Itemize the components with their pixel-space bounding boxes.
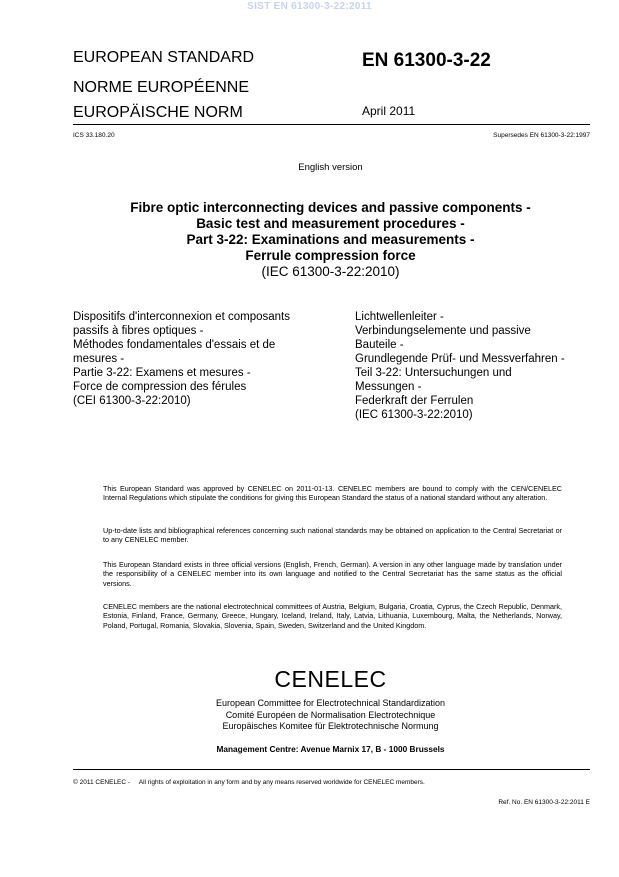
ics-code: ICS 33.180.20 xyxy=(73,132,115,139)
german-title xyxy=(355,310,565,422)
footer-rule xyxy=(73,769,590,770)
publication-date: April 2011 xyxy=(362,104,416,118)
french-title-line: (CEI 61300-3-22:2010) xyxy=(73,395,191,407)
french-title-line: Méthodes fondamentales d'essais et de xyxy=(73,339,276,351)
supersedes: Supersedes EN 61300-3-22:1997 xyxy=(493,132,590,139)
french-title-line: Partie 3-22: Examens et mesures - xyxy=(73,367,251,379)
french-title-line: Force de compression des férules xyxy=(73,381,247,393)
german-title-line: Bauteile - xyxy=(355,339,404,351)
cenelec-logo-text: CENELEC xyxy=(274,666,387,692)
approval-paragraph: This European Standard was approved by CENELEC on 2011-01-13. CENELEC members are bound to comply with the CEN/CENELEC Internal Regulations which stipulate the conditions for giving this European Standard the status of a national standard without any alteration. xyxy=(103,484,562,503)
french-title-line: Dispositifs d'interconnexion et composants xyxy=(73,311,290,323)
watermark: SIST EN 61300-3-22:2011 xyxy=(247,1,372,12)
references-paragraph: Up-to-date lists and bibliographical references concerning such national standards may be obtained on application to the Central Secretariat or to any CENELEC member. xyxy=(103,526,562,545)
german-title-line: Verbindungselemente und passive xyxy=(355,325,531,337)
committee-name-de: Europäisches Komitee für Elektrotechnische Normung xyxy=(222,721,439,731)
committee-name-en: European Committee for Electrotechnical Standardization xyxy=(215,698,446,708)
title-line-5: (IEC 61300-3-22:2010) xyxy=(261,264,400,279)
standard-type-en: EUROPEAN STANDARD xyxy=(73,49,255,66)
french-title-line: mesures - xyxy=(73,353,125,365)
title-line-4: Ferrule compression force xyxy=(245,248,416,263)
management-centre: Management Centre: Avenue Marnix 17, B - 1000 Brussels xyxy=(216,744,445,754)
language-version: English version xyxy=(298,162,363,173)
german-title-line: Teil 3-22: Untersuchungen und xyxy=(355,367,512,379)
french-title xyxy=(73,310,290,408)
versions-paragraph: This European Standard exists in three official versions (English, French, German). A version in any other language made by translation under the responsibility of a CENELEC member into its own language and notified to the Central Secretariat has the same status as the official versions. xyxy=(103,560,562,588)
german-title-line: Grundlegende Prüf- und Messverfahren - xyxy=(355,353,565,365)
standard-type-fr: NORME EUROPÉENNE xyxy=(73,79,250,96)
members-paragraph: CENELEC members are the national electrotechnical committees of Austria, Belgium, Bulgaria, Croatia, Cyprus, the Czech Republic, Denmark, Estonia, Finland, France, Germany, Greece, Hungary, Iceland, Ireland, Italy, Latvia, Lithuania, Luxembourg, Malta, the Netherlands, Norway, Poland, Portugal, Romania, Slovakia, Slovenia, Spain, Sweden, Switzerland and the United Kingdom. xyxy=(103,602,562,630)
title-line-3: Part 3-22: Examinations and measurements - xyxy=(186,232,475,247)
committee-name-fr: Comité Européen de Normalisation Electrotechnique xyxy=(225,709,436,720)
german-title-line: Federkraft der Ferrulen xyxy=(355,395,474,407)
copyright-holder: © 2011 CENELEC - xyxy=(73,779,131,786)
french-title-line: passifs à fibres optiques - xyxy=(73,325,204,337)
reference-number: Ref. No. EN 61300-3-22:2011 E xyxy=(498,799,590,806)
german-title-line: Messungen - xyxy=(355,381,422,393)
standard-type-de: EUROPÄISCHE NORM xyxy=(73,104,243,121)
title-line-2: Basic test and measurement procedures - xyxy=(196,216,465,231)
rights-statement: All rights of exploitation in any form and by any means reserved worldwide for CENELEC members. xyxy=(138,779,425,786)
header-rule xyxy=(73,124,590,125)
document-title xyxy=(0,200,619,280)
title-line-1: Fibre optic interconnecting devices and passive components - xyxy=(130,200,531,215)
german-title-line: (IEC 61300-3-22:2010) xyxy=(355,409,473,421)
german-title-line: Lichtwellenleiter - xyxy=(355,311,444,323)
standard-number: EN 61300-3-22 xyxy=(362,50,491,71)
committee-names xyxy=(0,698,619,733)
copyright xyxy=(73,779,425,786)
